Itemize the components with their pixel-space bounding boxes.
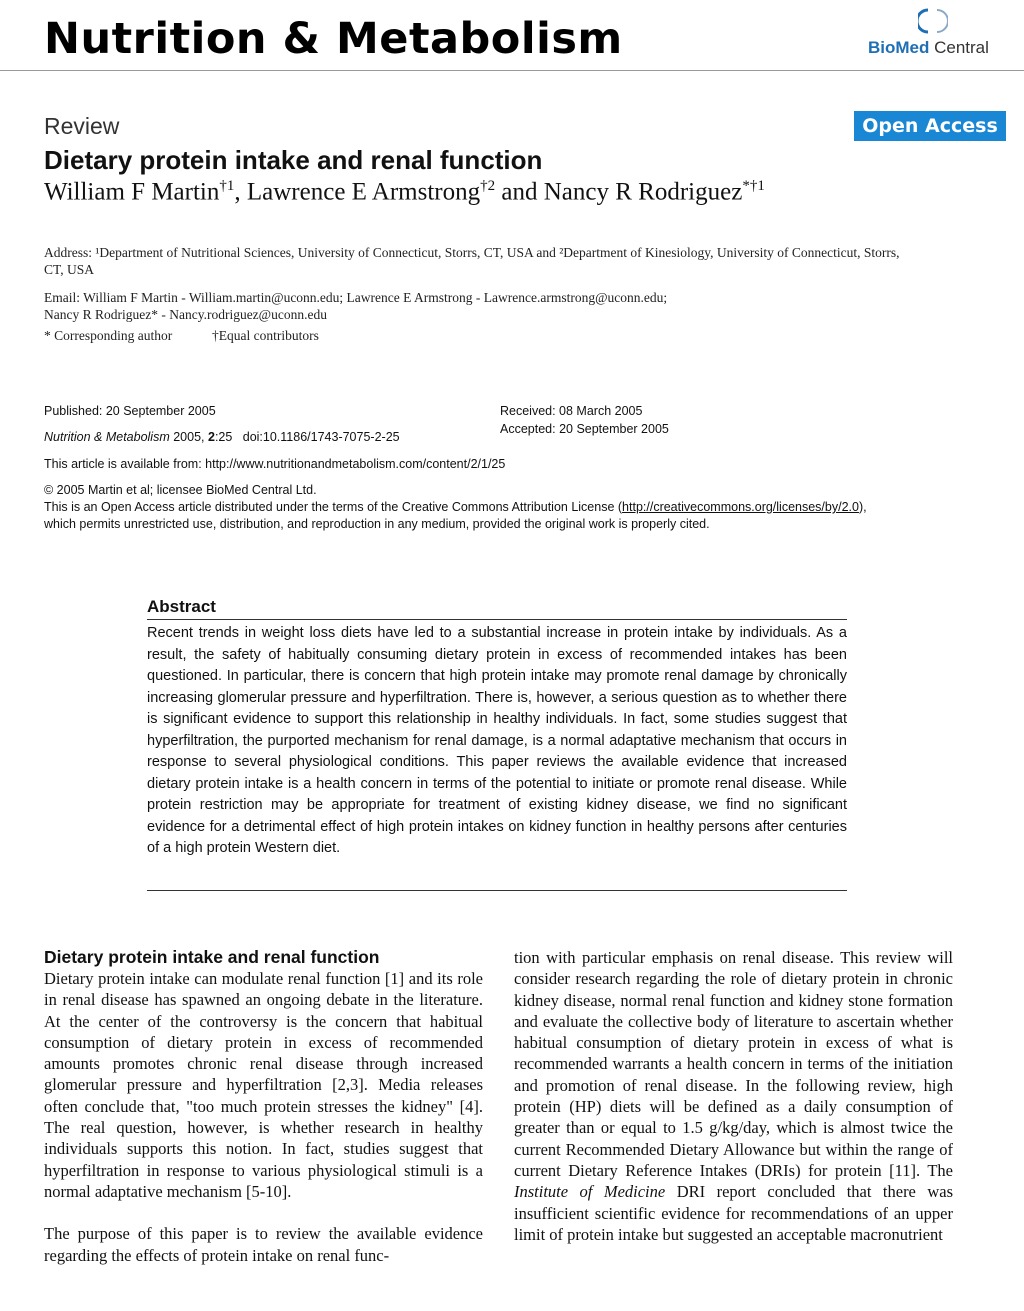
article-url[interactable]: This article is available from: http://www.nutritionandmetabolism.com/content/2/1/25 [44, 457, 506, 471]
abstract-bottom-divider [147, 890, 847, 891]
citation-year: 2005, [169, 430, 208, 444]
abstract-heading: Abstract [147, 597, 216, 616]
citation-pages: :25 [214, 430, 233, 444]
body-paragraph: Dietary protein intake can modulate renal function [1] and its role in renal disease has spawned an ongoing debate in the literature. At the center of the controversy is the concern that habitual consumption of dietary protein in excess of recommended amounts promotes chronic renal disease through increased glomerular pressure and hyperfiltration [2,3]. Media releases often conclude that, "too much protein stresses the kidney" [4]. The real question, however, is whether research in healthy individuals supports this notion. In fact, studies suggest that hyperfiltration in response to various physiological stimuli is a normal adaptative mechanism [5-10]. [44, 969, 483, 1201]
publisher-name-bold: BioMed [868, 38, 930, 57]
received-date: Received: 08 March 2005 [500, 404, 643, 418]
author-list [44, 178, 765, 206]
author-separator: , [234, 178, 247, 206]
doi[interactable]: doi:10.1186/1743-7075-2-25 [242, 430, 400, 444]
body-text: DRI report concluded that there was insufficient scientific evidence for recommendations of an upper limit of protein intake but suggested an acceptable macronutrient [514, 1182, 954, 1244]
body-column-right [514, 947, 953, 1245]
author-name[interactable]: William F Martin [44, 178, 220, 206]
citation-volume: 2 [207, 430, 215, 444]
accepted-date: Accepted: 20 September 2005 [500, 422, 669, 436]
journal-title: Nutrition & Metabolism [44, 14, 623, 64]
email-line[interactable]: Email: William F Martin - William.martin@uconn.edu; Lawrence E Armstrong - Lawrence.armstrong@uconn.edu; [44, 290, 668, 305]
author-affiliation-mark: †1 [219, 178, 235, 194]
article-title: Dietary protein intake and renal function [44, 145, 543, 175]
footnote-corresponding: * Corresponding author [44, 328, 173, 343]
license-link[interactable]: http://creativecommons.org/licenses/by/2.0 [622, 500, 859, 514]
published-date: Published: 20 September 2005 [44, 404, 216, 418]
abstract-divider [147, 619, 847, 620]
citation [44, 429, 400, 446]
body-paragraph: The purpose of this paper is to review the available evidence regarding the effects of protein intake on renal func- [44, 1224, 483, 1265]
author-name[interactable]: Lawrence E Armstrong [246, 178, 481, 206]
header-divider [0, 70, 1024, 71]
article-type: Review [44, 113, 120, 139]
publisher-logo[interactable] [868, 6, 992, 62]
body-paragraph [514, 947, 953, 1245]
license-text: This is an Open Access article distributed under the terms of the Creative Commons Attribution License ( [44, 500, 623, 514]
abstract-text: Recent trends in weight loss diets have led to a substantial increase in protein intake by individuals. As a result, the safety of habitually consuming dietary protein in excess of recommended intakes has been questioned. In particular, there is concern that high protein intake may promote renal damage by chronically increasing glomerular pressure and hyperfiltration. There is, however, a serious question as to whether there is significant evidence to support this relationship in healthy individuals. In fact, some studies suggest that hyperfiltration, the purported mechanism for renal damage, is a normal adaptative mechanism that occurs in response to several physiological conditions. This paper reviews the available evidence that increased dietary protein intake is a health concern in terms of the potential to initiate or promote renal disease. While protein restriction may be appropriate for treatment of existing kidney disease, we find no significant evidence for a detrimental effect of high protein intakes on kidney function in healthy persons after centuries of a high protein Western diet. [147, 625, 847, 856]
body-text: tion with particular emphasis on renal disease. This review will consider research regarding the role of dietary protein in chronic kidney disease, normal renal function and kidney stone formation and evaluate the collective body of literature to ascertain whether habitual consumption of dietary protein in excess of what is recommended warrants a health concern in terms of the initiation and promotion of renal disease. In the following review, high protein (HP) diets will be defined as a daily consumption of greater than or equal to 1.5 g/kg/day, which is almost twice the current Recommended Dietary Allowance but within the range of current Dietary Reference Intakes (DRIs) for protein [11]. The [514, 948, 953, 1180]
address: Address: ¹Department of Nutritional Sciences, University of Connecticut, Storrs, CT, USA and ²Department of Kinesiology, University of Connecticut, Storrs, CT, USA [44, 245, 900, 277]
footnote-equal: †Equal contributors [212, 328, 319, 343]
copyright: © 2005 Martin et al; licensee BioMed Central Ltd. [44, 483, 317, 497]
open-access-badge[interactable]: Open Access [854, 111, 1006, 141]
biomed-ring-icon [918, 6, 948, 36]
citation-journal: Nutrition & Metabolism [44, 430, 170, 444]
license-text-end: ), [858, 500, 867, 514]
license-line [44, 499, 867, 516]
abstract [147, 597, 847, 860]
license-line-2: which permits unrestricted use, distribution, and reproduction in any medium, provided the original work is properly cited. [44, 517, 710, 531]
section-heading: Dietary protein intake and renal function [44, 947, 380, 967]
author-separator: and [495, 178, 544, 206]
email-line[interactable]: Nancy R Rodriguez* - Nancy.rodriguez@uconn.edu [44, 307, 327, 322]
publisher-name-rest: Central [929, 38, 989, 57]
body-text-italic: Institute of Medicine [514, 1182, 666, 1202]
author-affiliation-mark: †2 [480, 178, 496, 194]
body-column-left [44, 968, 483, 1266]
author-affiliation-mark: *†1 [742, 178, 765, 194]
author-name[interactable]: Nancy R Rodriguez [543, 178, 743, 206]
publisher-name [868, 38, 989, 58]
